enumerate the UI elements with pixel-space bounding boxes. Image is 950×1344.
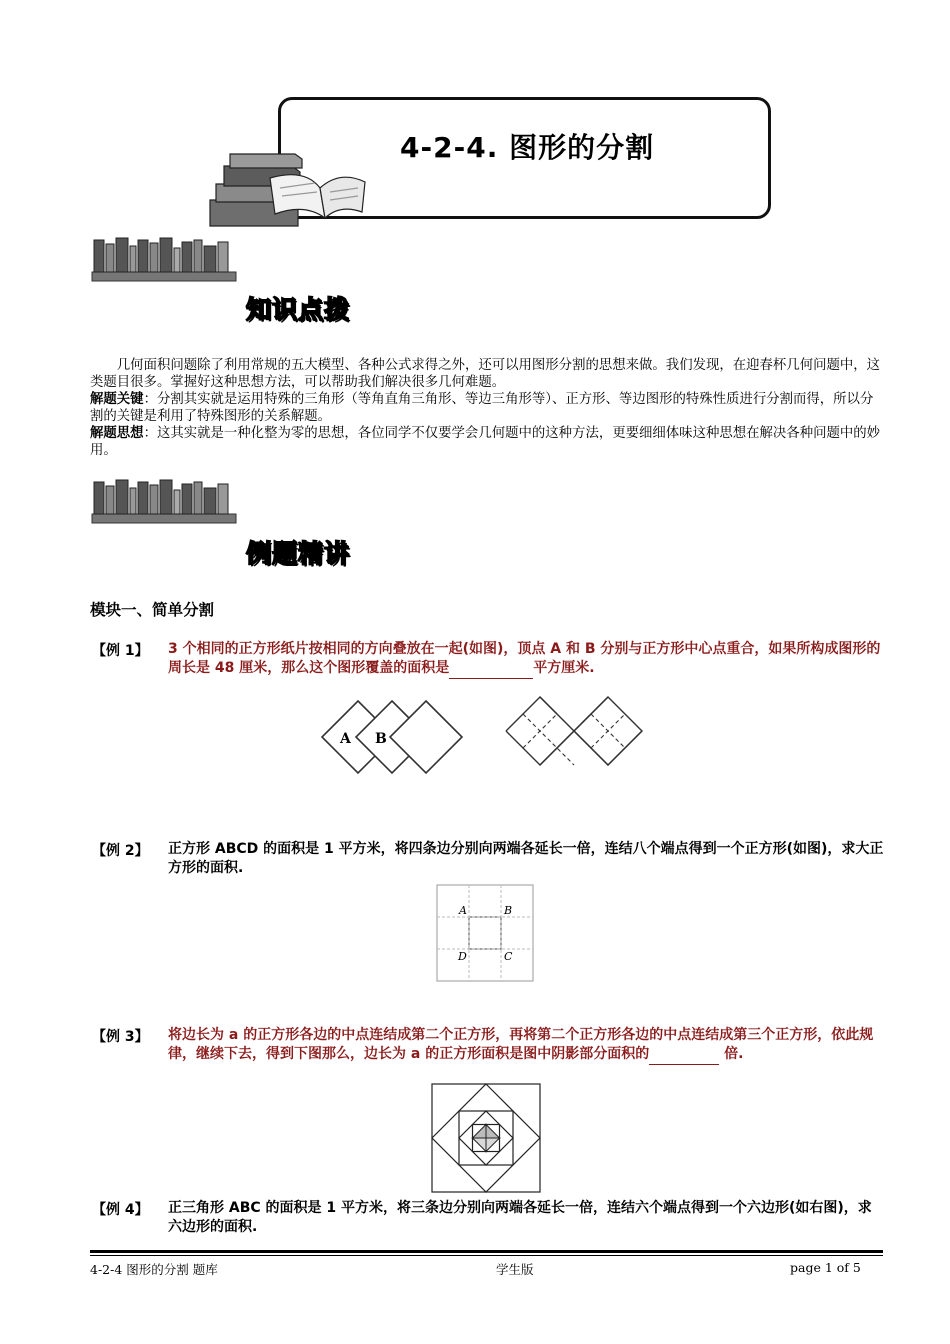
answer-blank — [449, 659, 533, 679]
key-text: ：分割其实就是运用特殊的三角形（等角直角三角形、等边三角形等）、正方形、等边图形的特殊性质进行分割而得，所以分割的关键是利用了特殊图形的关系解题。 — [90, 392, 874, 424]
figure-label-a: A — [459, 904, 467, 917]
figure-label-a: A — [340, 731, 351, 747]
example-1-question: 3 个相同的正方形纸片按相同的方向叠放在一起(如图)，顶点 A 和 B 分别与正方形中心点重合，如果所构成图形的周长是 48 厘米，那么这个图形覆盖的面积是 — [168, 641, 881, 676]
figure-label-d: D — [458, 950, 467, 963]
section-label-knowledge: 知识点拨 — [246, 295, 351, 324]
section-label-examples: 例题精讲 — [246, 539, 351, 568]
figure-label-b: B — [375, 731, 387, 747]
figure-label-c: C — [504, 950, 513, 963]
figure-label-b: B — [504, 904, 513, 917]
page-title: 4-2-4. 图形的分割 — [400, 131, 655, 164]
key-paragraph — [90, 391, 885, 425]
example-1-figure-a — [318, 697, 468, 781]
example-label: 【例 3】 — [92, 1029, 149, 1045]
example-3-figure — [430, 1082, 544, 1194]
intro-text — [90, 357, 885, 459]
bookshelf-icon — [90, 234, 240, 284]
example-1-unit: 平方厘米. — [533, 660, 595, 676]
intro-paragraph: 几何面积问题除了利用常规的五大模型、各种公式求得之外，还可以用图形分割的思想来做。我们发现，在迎春杯几何问题中，这类题目很多。掌握好这种思想方法，可以帮助我们解决很多几何难题。 — [90, 358, 881, 390]
books-illustration — [200, 148, 370, 230]
module-title: 模块一、简单分割 — [90, 601, 215, 619]
example-4-text: 正三角形 ABC 的面积是 1 平方米，将三条边分别向两端各延长一倍，连结六个端点得到一个六边形(如右图)，求六边形的面积. — [168, 1200, 872, 1235]
example-label: 【例 2】 — [92, 843, 149, 859]
example-1-text — [168, 640, 884, 679]
example-label: 【例 4】 — [92, 1202, 149, 1218]
footer-rule — [90, 1255, 883, 1256]
answer-blank — [649, 1045, 719, 1065]
example-1-figure-b — [502, 693, 652, 773]
key-label: 解题关键 — [90, 392, 144, 407]
example-3-unit: 倍. — [724, 1046, 744, 1062]
footer-rule — [90, 1250, 883, 1253]
footer-left: 4-2-4 图形的分割 题库 — [90, 1262, 218, 1277]
idea-text: ：这其实就是一种化整为零的思想，各位同学不仅要学会几何题中的这种方法，更要细细体味这种思想在解决各种问题中的妙用。 — [90, 426, 881, 458]
idea-label: 解题思想 — [90, 426, 144, 441]
example-2-text: 正方形 ABCD 的面积是 1 平方米，将四条边分别向两端各延长一倍，连结八个端点得到一个正方形(如图)，求大正方形的面积. — [168, 841, 884, 876]
example-label: 【例 1】 — [92, 643, 149, 659]
footer-page-number: page 1 of 5 — [790, 1260, 861, 1275]
idea-paragraph — [90, 425, 885, 459]
footer-center: 学生版 — [496, 1262, 534, 1277]
example-3-text — [168, 1026, 884, 1065]
example-2-figure — [436, 884, 536, 984]
example-3-question: 将边长为 a 的正方形各边的中点连结成第二个正方形，再将第二个正方形各边的中点连结成第三个正方形，依此规律，继续下去，得到下图那么，边长为 a 的正方形面积是图中阴影部分面积的 — [168, 1027, 874, 1062]
bookshelf-icon — [90, 476, 240, 526]
